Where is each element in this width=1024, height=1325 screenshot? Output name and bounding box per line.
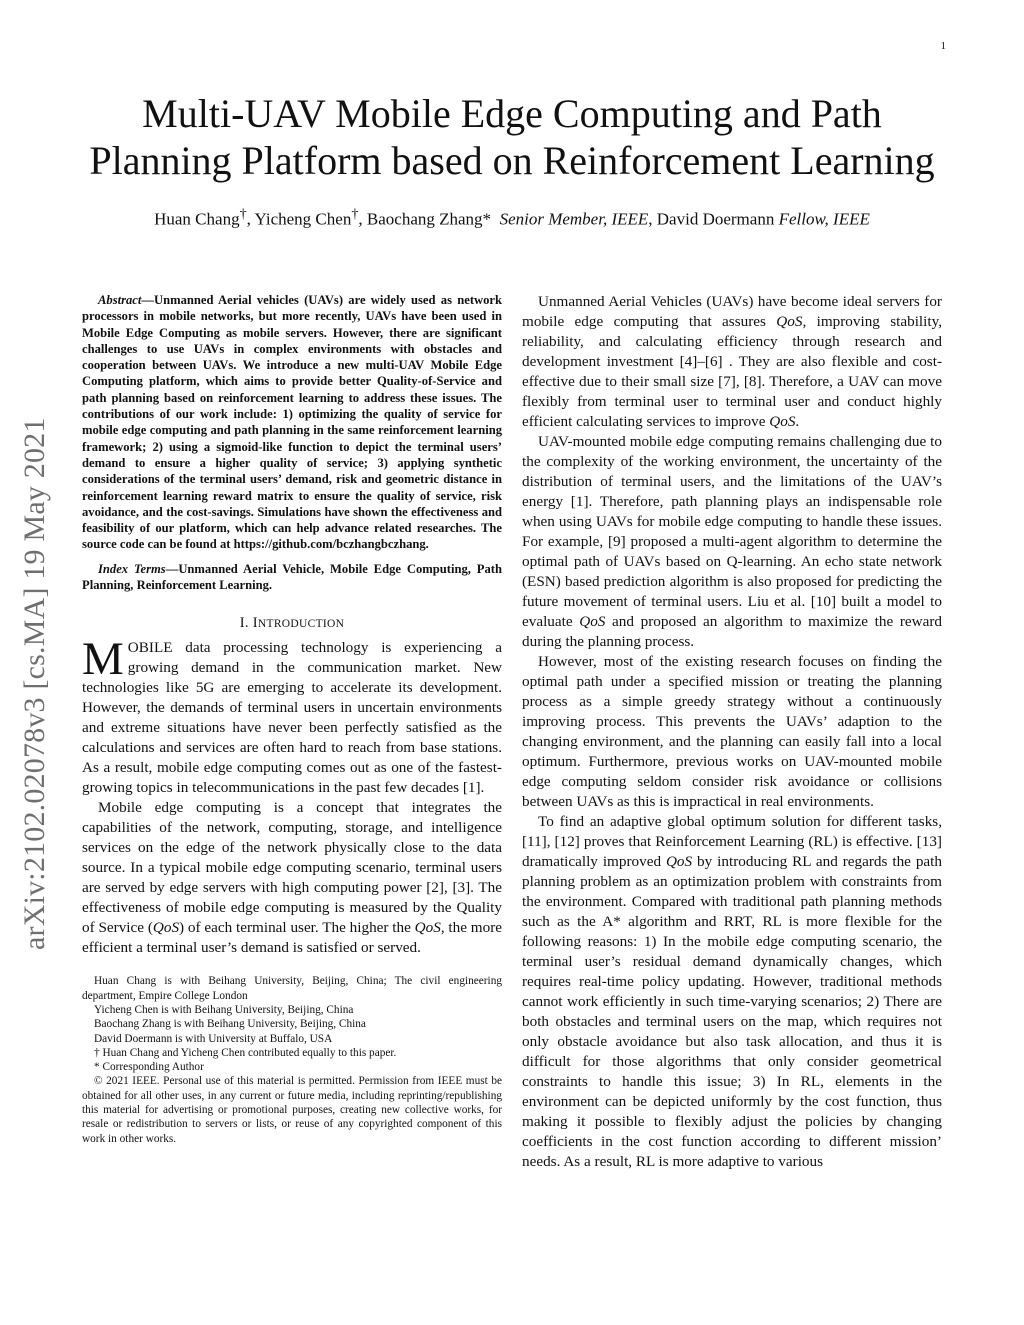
footnotes (82, 974, 502, 1146)
intro-p2-text-c: , the more efficient a terminal user’s demand is satisfied or served. (82, 919, 502, 957)
right-column (522, 292, 942, 1172)
author-1: Huan Chang (154, 209, 240, 229)
author-3-role: Senior Member, IEEE (499, 209, 649, 229)
right-paragraph-2 (522, 432, 942, 652)
right-paragraph-1 (522, 292, 942, 432)
right-paragraph-4 (522, 812, 942, 1172)
index-terms-text: —Unmanned Aerial Vehicle, Mobile Edge Computing, Path Planning, Reinforcement Learning. (82, 561, 502, 593)
title-line-1: Multi-UAV Mobile Edge Computing and Path (142, 91, 882, 136)
footnote-equal-contribution: † Huan Chang and Yicheng Chen contributed equally to this paper. (94, 1046, 397, 1059)
paper-title (60, 90, 964, 184)
right-p1-text-b: , improving stability, reliability, and calculating efficiency through research and development investment [4]–[6] . They are also flexible and cost-effective due to their small size [7], [8]. Therefore, a UAV can move flexibly from terminal user to terminal user and conduct highly efficient calculating services to improve (522, 313, 942, 430)
right-p1-text-c: . (795, 413, 800, 430)
intro-paragraph-1 (82, 633, 502, 798)
intro-p2-text-b: ) of each terminal user. The higher the (179, 919, 415, 937)
title-line-2: Planning Platform based on Reinforcement Learning (89, 138, 935, 183)
index-terms (82, 561, 502, 594)
qos-symbol: QoS (665, 853, 693, 870)
right-p4-text-b: by introducing RL and regards the path planning problem as an optimization problem with constraints from the environment. Compared with traditional path planning methods such as the A* algorithm and RRT, RL is more flexible for the following reasons: 1) In the mobile edge computing scenario, the terminal user’s residual demand dynamically changes, which requires real-time policy updating. However, traditional methods cannot work efficiently in such time-varying scenarios; 2) There are both obstacles and terminal users on the map, which requires not only obstacle avoidance but also task allocation, and thus it is difficult for those algorithms that only consider geometrical constraints to handle this issue; 3) In RL, elements in the environment can be depicted uniformly by the cost function, thus making it possible to flexibly adjust the policies by changing coefficients in the cost function according to different mission’ needs. As a result, RL is more adaptive to various (522, 853, 942, 1170)
qos-symbol: QoS (414, 919, 441, 937)
footnote-corresponding: * Corresponding Author (94, 1061, 204, 1074)
section-number: I. (239, 615, 249, 632)
qos-symbol: QoS (579, 613, 606, 630)
right-paragraph-3: However, most of the existing research focuses on finding the optimal path under a specified mission or treating the planning process as a simple greedy strategy without a continuously improving process. This prevents the UAVs’ adaption to the changing environment, and the planning can easily fall into a local optimum. Furthermore, previous works on UAV-mounted mobile edge computing seldom consider risk avoidance or collisions between UAVs as this is impractical in real environments. (522, 653, 942, 810)
author-4-role: Fellow, IEEE (778, 209, 870, 229)
section-title-cap: I (252, 615, 258, 632)
drop-cap: M (82, 633, 124, 686)
abstract-label: Abstract (98, 293, 142, 307)
index-terms-label: Index Terms (98, 561, 166, 576)
author-3: Baochang Zhang* (366, 209, 492, 229)
abstract (82, 292, 502, 553)
qos-symbol: QoS (152, 919, 180, 937)
author-1-mark: † (239, 206, 247, 222)
intro-p1-text: OBILE data processing technology is experiencing a growing demand in the communication market. New technologies like 5G are emerging to accelerate its development. However, the demands of terminal users in uncertain environments and extreme situations have never been perfectly satisfied as the calculations and services are often hard to reach from base stations. As a result, mobile edge computing comes out as one of the fastest-growing topics in telecommunications in the past few decades [1]. (82, 639, 502, 797)
qos-symbol: QoS (769, 413, 796, 430)
right-p1-text-a: Unmanned Aerial Vehicles (UAVs) have become ideal servers for mobile edge computing that assures (522, 293, 942, 330)
section-heading-introduction (82, 615, 502, 632)
footnote-affiliation-3: Baochang Zhang is with Beihang University, Beijing, China (94, 1018, 366, 1031)
right-p4-text-a: To find an adaptive global optimum solution for different tasks, [11], [12] proves that Reinforcement Learning (RL) is effective. [13] dramatically improved (522, 813, 942, 870)
footnote-affiliation-2: Yicheng Chen is with Beihang University, Beijing, China (94, 1003, 354, 1016)
author-line: Huan Chang†, Yicheng Chen†, Baochang Zhang* Senior Member, IEEE, David Doermann Fellow, IEEE (154, 206, 870, 229)
author-4: David Doermann (656, 209, 775, 229)
footnote-affiliation-1: Huan Chang is with Beihang University, Beijing, China; The civil engineering department, Empire College London (82, 975, 502, 1002)
arxiv-stamp: arXiv:2102.02078v3 [cs.MA] 19 May 2021 (18, 417, 51, 950)
section-title-rest: NTRODUCTION (257, 618, 345, 631)
footnote-copyright: © 2021 IEEE. Personal use of this material is permitted. Permission from IEEE must be obtained for all other uses, in any current or future media, including reprinting/republishing this material for advertising or promotional purposes, creating new collective works, for resale or redistribution to servers or lists, or reuse of any copyrighted component of this work in other works. (82, 1075, 502, 1145)
right-p2-text: UAV-mounted mobile edge computing remains challenging due to the complexity of the working environment, the uncertainty of the distribution of terminal users, and the limitations of the UAV’s energy [1]. Therefore, path planning plays an indispensable role when using UAVs for mobile edge computing to handle these issues. For example, [9] proposed a multi-agent algorithm to determine the optimal path of UAVs based on Q-learning. An echo state network (ESN) based prediction algorithm is also proposed for predicting the future movement of terminal users. Liu et al. [10] built a model to evaluate (522, 433, 942, 630)
left-column (82, 292, 502, 1146)
page-number: 1 (940, 40, 946, 52)
intro-paragraph-2 (82, 798, 502, 958)
intro-p2-text-a: Mobile edge computing is a concept that integrates the capabilities of the network, computing, storage, and intelligence services on the edge of the network physically close to the data source. In a typical mobile edge computing scenario, terminal users are served by edge servers with high computing power [2], [3]. The effectiveness of mobile edge computing is measured by the Quality of Service ( (82, 799, 502, 937)
author-2-mark: † (351, 206, 359, 222)
right-p2-text-b: and proposed an algorithm to maximize the reward during the planning process. (522, 613, 943, 650)
abstract-text: —Unmanned Aerial vehicles (UAVs) are widely used as network processors in mobile networks, but more recently, UAVs have been used in Mobile Edge Computing as mobile servers. However, there are significant challenges to use UAVs in complex environments with obstacles and cooperation between UAVs. We introduce a new multi-UAV Mobile Edge Computing platform, which aims to provide better Quality-of-Service and path planning based on reinforcement learning to address these issues. The contributions of our work include: 1) optimizing the quality of service for mobile edge computing and path planning in the same reinforcement learning framework; 2) using a sigmoid-like function to depict the terminal users’ demand to ensure a higher quality of service; 3) applying synthetic considerations of the terminal users’ demand, risk and geometric distance in reinforcement learning reward matrix to ensure the quality of service, risk avoidance, and the cost-savings. Simulations have shown the effectiveness and feasibility of our platform, which can help advance related researches. The source code can be found at https://github.com/bczhangbczhang. (82, 293, 502, 552)
qos-symbol: QoS (776, 313, 803, 330)
footnote-affiliation-4: David Doermann is with University at Buffalo, USA (94, 1032, 333, 1045)
author-2: Yicheng Chen (254, 209, 352, 229)
